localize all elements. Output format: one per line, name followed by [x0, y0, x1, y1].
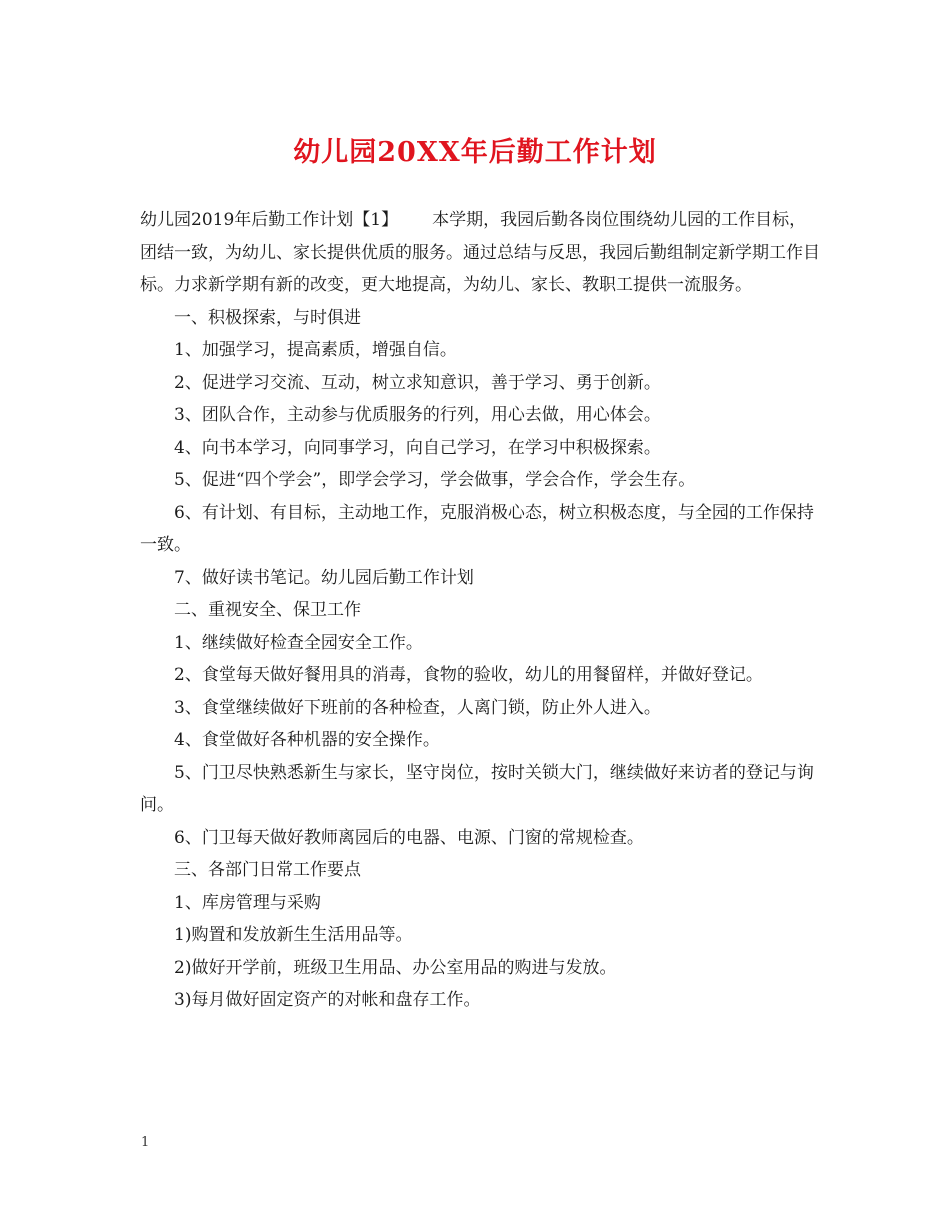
paragraph: 7、做好读书笔记。幼儿园后勤工作计划 — [174, 567, 474, 588]
page-number: 1 — [141, 1135, 150, 1150]
paragraph: 3)每月做好固定资产的对帐和盘存工作。 — [174, 990, 481, 1010]
paragraph: 6、有计划、有目标，主动地工作，克服消极心态，树立积极态度，与全园的工作保持一致。 — [140, 502, 814, 555]
paragraph: 2、食堂每天做好餐用具的消毒，食物的验收，幼儿的用餐留样，并做好登记。 — [174, 665, 763, 685]
intro-text: 本学期，我园后勤各岗位围绕幼儿园的工作目标，团结一致，为幼儿、家长提供优质的服务。通过总结与反思，我园后勤组制定新学期工作目标。力求新学期有新的改变，更大地提高，为幼儿、家长、教职工提供一流服务。 — [140, 210, 820, 295]
paragraph: 1)购置和发放新生生活用品等。 — [174, 925, 413, 945]
paragraph: 2、促进学习交流、互动，树立求知意识，善于学习、勇于创新。 — [174, 372, 661, 393]
paragraph: 1、继续做好检查全园安全工作。 — [174, 632, 423, 653]
paragraph: 一、积极探索，与时俱进 — [174, 307, 361, 328]
paragraph: 3、食堂继续做好下班前的各种检查，人离门锁，防止外人进入。 — [174, 697, 661, 718]
intro-lead: 幼儿园2019年后勤工作计划【1】 — [140, 210, 399, 230]
paragraph: 6、门卫每天做好教师离园后的电器、电源、门窗的常规检查。 — [174, 827, 644, 848]
paragraph: 5、门卫尽快熟悉新生与家长，坚守岗位，按时关锁大门，继续做好来访者的登记与询问。 — [140, 762, 814, 815]
paragraph: 二、重视安全、保卫工作 — [174, 600, 361, 620]
intro-paragraph — [140, 204, 820, 302]
paragraph: 1、库房管理与采购 — [174, 892, 321, 913]
paragraph: 2)做好开学前，班级卫生用品、办公室用品的购进与发放。 — [174, 957, 617, 978]
paragraph: 三、各部门日常工作要点 — [174, 860, 361, 880]
paragraph: 1、加强学习，提高素质，增强自信。 — [174, 340, 457, 360]
paragraph: 3、团队合作，主动参与优质服务的行列，用心去做，用心体会。 — [174, 405, 661, 425]
paragraph: 4、向书本学习，向同事学习，向自己学习，在学习中积极探索。 — [174, 437, 661, 458]
paragraph: 4、食堂做好各种机器的安全操作。 — [174, 730, 440, 750]
document-body — [140, 204, 820, 1017]
document-title: 幼儿园20XX年后勤工作计划 — [293, 137, 657, 168]
paragraph: 5、促进“四个学会”，即学会学习，学会做事，学会合作，学会生存。 — [174, 470, 696, 490]
